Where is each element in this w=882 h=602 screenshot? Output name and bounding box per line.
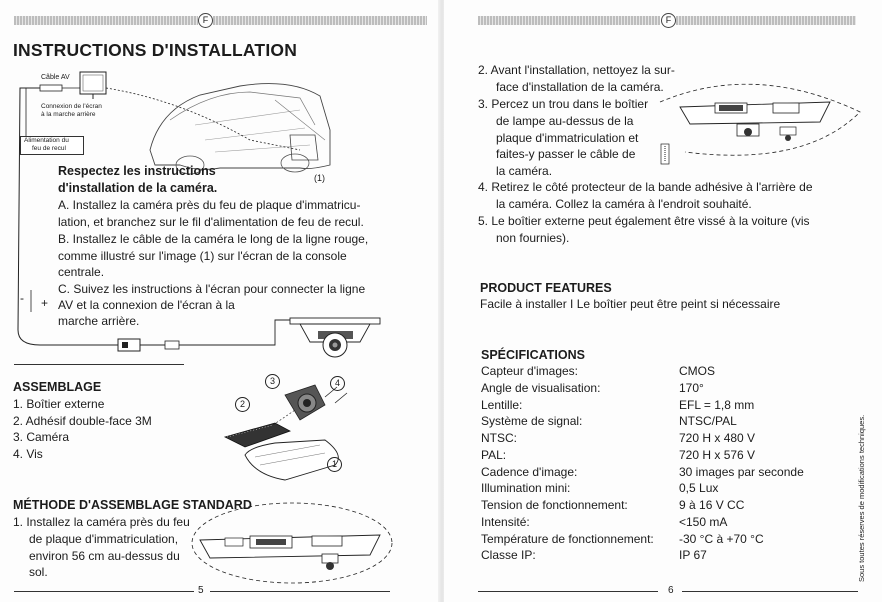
features-text: Facile à installer I Le boîtier peut être peint si nécessaire [480, 297, 781, 311]
method-line: environ 56 cm au-dessus du [29, 549, 180, 563]
callout-number: 2 [235, 397, 250, 412]
instruction-line: comme illustré sur l'image (1) sur l'écran de la console [58, 249, 347, 263]
plate-light-drawing-left [190, 500, 395, 592]
spec-label: PAL: [481, 448, 507, 462]
method-line: sol. [29, 565, 48, 579]
spec-label: NTSC: [481, 431, 517, 445]
spec-value: 0,5 Lux [679, 481, 719, 495]
instruction-line: centrale. [58, 265, 105, 279]
method-line: 1. Installez la caméra près du feu [13, 515, 190, 529]
step-line: la caméra. Collez la caméra à l'endroit souhaité. [496, 197, 752, 211]
method-heading: MÉTHODE D'ASSEMBLAGE STANDARD [13, 498, 252, 512]
spec-value: 9 à 16 V CC [679, 498, 745, 512]
spec-label: Intensité: [481, 515, 530, 529]
assembly-item: 1. Boîtier externe [13, 397, 105, 411]
instruction-line: B. Installez le câble de la caméra le long de la ligne rouge, [58, 232, 369, 246]
step-line: 2. Avant l'installation, nettoyez la sur- [478, 63, 675, 77]
instruction-line: lation, et branchez sur le fil d'alimentation de feu de recul. [58, 215, 364, 229]
instruction-line: AV et la connexion de l'écran à la [58, 298, 235, 312]
step-line: face d'installation de la caméra. [496, 80, 664, 94]
instruction-line: A. Installez la caméra près du feu de plaque d'immatricu- [58, 198, 361, 212]
left-page [0, 0, 440, 602]
step-line: la caméra. [496, 164, 553, 178]
instruction-line: marche arrière. [58, 314, 140, 328]
step-line: 5. Le boîtier externe peut également être vissé à la voiture (vis [478, 214, 810, 228]
spec-label: Cadence d'image: [481, 465, 578, 479]
step-line: de lampe au-dessus de la [496, 114, 634, 128]
assembly-heading: ASSEMBLAGE [13, 380, 102, 394]
spec-value: NTSC/PAL [679, 414, 737, 428]
plate-light-drawing-right [655, 72, 865, 172]
minus-sign: - [20, 291, 24, 305]
spec-label: Classe IP: [481, 548, 536, 562]
spec-value: <150 mA [679, 515, 728, 529]
spec-value: EFL = 1,8 mm [679, 398, 755, 412]
spec-label: Température de fonctionnement: [481, 532, 654, 546]
spec-value: -30 °C à +70 °C [679, 532, 764, 546]
spec-label: Système de signal: [481, 414, 583, 428]
spec-value: 30 images par seconde [679, 465, 804, 479]
assembly-item: 4. Vis [13, 447, 43, 461]
language-badge-left: F [198, 13, 213, 28]
screen-connection-label-1: Connexion de l'écran [41, 103, 102, 110]
footer-line-right-2 [682, 591, 858, 592]
specs-heading: SPÉCIFICATIONS [481, 348, 585, 362]
figure-reference: (1) [314, 173, 325, 183]
assembly-item: 2. Adhésif double-face 3M [13, 414, 152, 428]
spec-label: Tension de fonctionnement: [481, 498, 628, 512]
page-number-left: 5 [198, 585, 204, 596]
footer-line-left-2 [210, 591, 390, 592]
power-label-2: feu de recul [32, 145, 66, 152]
page-number-right: 6 [668, 585, 674, 596]
step-line: 4. Retirez le côté protecteur de la bande adhésive à l'arrière de [478, 180, 813, 194]
cable-label: Câble AV [41, 74, 70, 81]
callout-number: 3 [265, 374, 280, 389]
spec-label: Capteur d'images: [481, 364, 579, 378]
instruction-line: C. Suivez les instructions à l'écran pour connecter la ligne [58, 282, 366, 296]
respect-line-2: d'installation de la caméra. [58, 181, 218, 195]
side-note: Sous toutes réserves de modifications techniques. [857, 414, 866, 582]
callout-number: 1 [327, 457, 342, 472]
screen-connection-label-2: à la marche arrière [41, 111, 96, 118]
plus-sign: + [41, 296, 49, 310]
footer-line-left [14, 591, 194, 592]
spec-value: 720 H x 576 V [679, 448, 756, 462]
spec-value: IP 67 [679, 548, 707, 562]
page-title: INSTRUCTIONS D'INSTALLATION [13, 40, 298, 60]
spec-value: 170° [679, 381, 704, 395]
features-heading: PRODUCT FEATURES [480, 281, 612, 295]
method-line: de plaque d'immatriculation, [29, 532, 179, 546]
section-divider [14, 364, 184, 365]
power-label-1: Alimentation du [24, 137, 69, 144]
respect-line-1: Respectez les instructions [58, 164, 216, 178]
language-badge-right: F [661, 13, 676, 28]
callout-number: 4 [330, 376, 345, 391]
header-bar-right [478, 16, 660, 25]
footer-line-right [478, 591, 658, 592]
header-bar-right-2 [676, 16, 856, 25]
spec-label: Angle de visualisation: [481, 381, 601, 395]
spec-label: Illumination mini: [481, 481, 571, 495]
spec-value: CMOS [679, 364, 715, 378]
step-line: non fournies). [496, 231, 570, 245]
spec-value: 720 H x 480 V [679, 431, 756, 445]
step-line: 3. Percez un trou dans le boîtier [478, 97, 649, 111]
step-line: plaque d'immatriculation et [496, 131, 639, 145]
assembly-item: 3. Caméra [13, 430, 70, 444]
spec-label: Lentille: [481, 398, 523, 412]
step-line: faites-y passer le câble de [496, 147, 636, 161]
